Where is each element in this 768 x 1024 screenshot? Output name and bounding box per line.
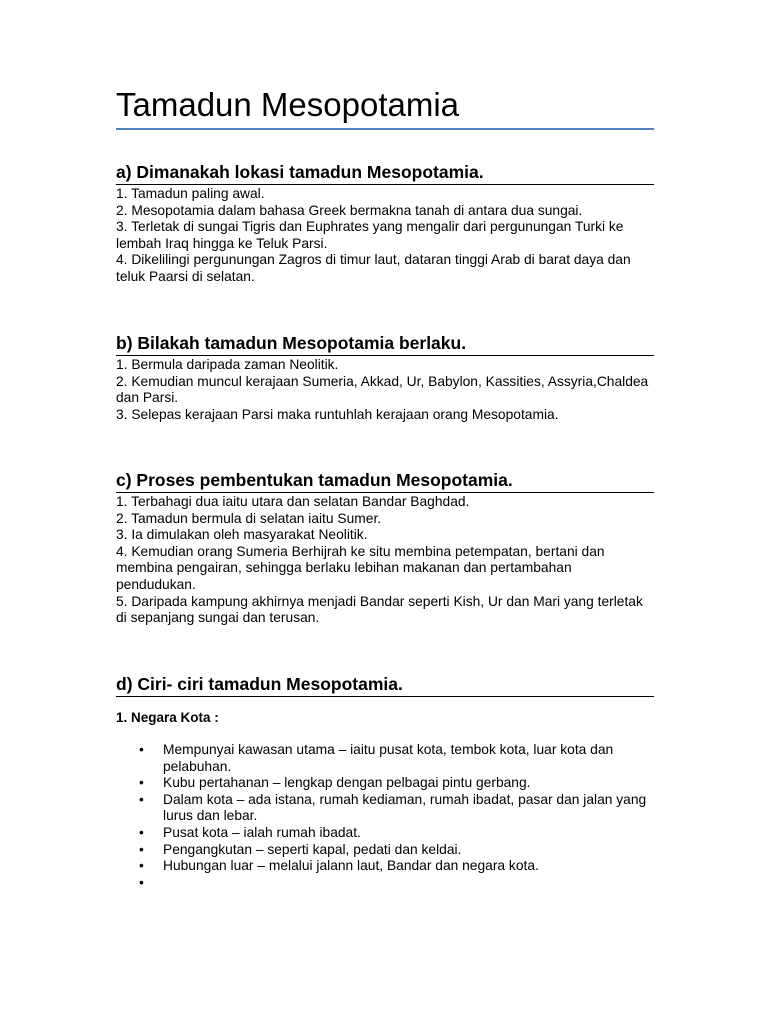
bullet-icon: • [139,841,144,857]
bullet-icon: • [139,824,144,840]
list-item [116,842,654,859]
bullet-text: Pusat kota – ialah rumah ibadat. [163,824,361,840]
page-title: Tamadun Mesopotamia [116,86,460,123]
section-d [116,674,654,697]
section-heading: b) Bilakah tamadun Mesopotamia berlaku. [116,333,654,356]
list-item: 3. Ia dimulakan oleh masyarakat Neolitik. [116,527,368,543]
list-item [116,775,654,792]
section-heading: a) Dimanakah lokasi tamadun Mesopotamia. [116,162,654,185]
bullet-text: Dalam kota – ada istana, rumah kediaman, rumah ibadat, pasar dan jalan yang lurus dan lebar. [163,791,647,824]
bullet-icon: • [139,742,144,757]
section-c [116,470,654,627]
bullet-list [116,742,654,891]
bullet-icon: • [139,858,144,874]
section-heading: d) Ciri- ciri tamadun Mesopotamia. [116,674,654,697]
section-heading: c) Proses pembentukan tamadun Mesopotamia. [116,470,654,493]
bullet-icon: • [139,791,144,807]
list-item: 2. Tamadun bermula di selatan iaitu Sumer. [116,510,382,526]
bullet-text: Kubu pertahanan – lengkap dengan pelbagai pintu gerbang. [163,775,531,791]
list-item: 1. Terbahagi dua iaitu utara dan selatan Bandar Baghdad. [116,494,470,509]
list-item: 1. Bermula daripada zaman Neolitik. [116,357,339,372]
list-item: 2. Kemudian muncul kerajaan Sumeria, Akkad, Ur, Babylon, Kassities, Assyria,Chaldea dan Parsi. [116,373,649,406]
list-item: 1. Tamadun paling awal. [116,186,265,201]
section-a [116,162,654,286]
list-item [116,858,654,875]
bullet-text: Mempunyai kawasan utama – iaitu pusat kota, tembok kota, luar kota dan pelabuhan. [163,742,614,774]
list-item: 4. Dikelilingi pergunungan Zagros di timur laut, dataran tinggi Arab di barat daya dan teluk Paarsi di selatan. [116,252,631,284]
section-list [116,357,654,423]
list-item: 5. Daripada kampung akhirnya menjadi Bandar seperti Kish, Ur dan Mari yang terletak di sepanjang sungai dan terusan. [116,593,643,626]
bullet-text: Pengangkutan – seperti kapal, pedati dan keldai. [163,841,462,857]
list-item [116,825,654,842]
list-item [116,742,654,775]
list-item: 2. Mesopotamia dalam bahasa Greek bermakna tanah di antara dua sungai. [116,202,583,218]
list-item [116,875,654,892]
bullet-icon: • [139,874,144,890]
bullet-icon: • [139,775,144,791]
section-b [116,333,654,423]
list-item: 3. Terletak di sungai Tigris dan Euphrates yang mengalir dari pergunungan Turki ke lembah Iraq hingga ke Teluk Parsi. [116,219,624,251]
list-item: 4. Kemudian orang Sumeria Berhijrah ke situ membina petempatan, bertani dan membina pengairan, sehingga berlaku lebihan makanan dan pertambahan pendudukan. [116,543,605,592]
subsection-heading: 1. Negara Kota : [116,710,219,725]
section-list [116,186,654,286]
list-item [116,792,654,825]
bullet-text: Hubungan luar – melalui jalann laut, Bandar dan negara kota. [163,858,539,874]
title-underline [116,128,654,130]
section-list [116,494,654,627]
bullet-text [163,875,167,890]
list-item: 3. Selepas kerajaan Parsi maka runtuhlah kerajaan orang Mesopotamia. [116,406,559,422]
